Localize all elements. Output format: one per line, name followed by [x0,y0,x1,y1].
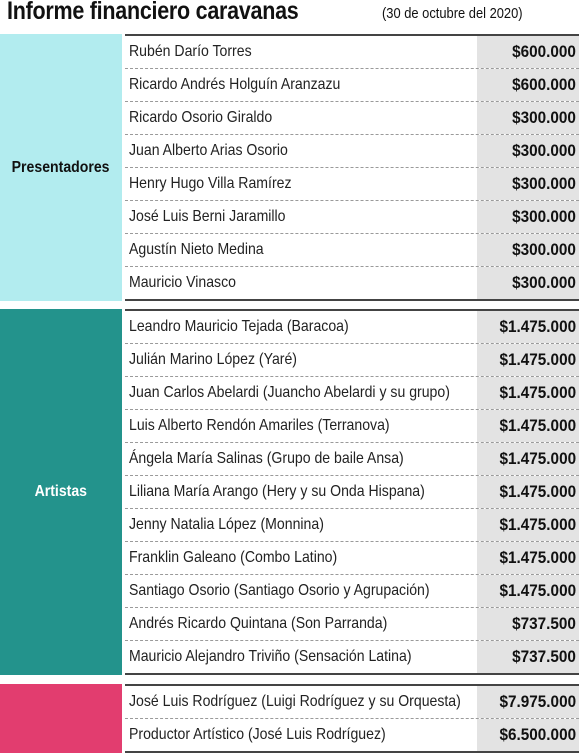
row-name: Andrés Ricardo Quintana (Son Parranda) [129,615,388,632]
row-amount-cell [477,443,579,475]
row-amount: $300.000 [512,141,576,160]
row-amount-cell [477,476,579,508]
row-amount-cell [477,344,579,376]
row-amount: $1.475.000 [499,515,576,534]
row-name: Luis Alberto Rendón Amariles (Terranova) [129,417,390,434]
category-label: Presentadores [12,158,110,176]
row-amount: $737.500 [512,647,576,666]
row-amount: $1.475.000 [499,482,576,501]
row-amount-cell [477,641,579,673]
row-amount: $300.000 [512,174,576,193]
table-row [125,267,579,301]
table-row [125,476,579,509]
row-name: Mauricio Alejandro Triviño (Sensación Latina) [129,648,412,665]
table-row [125,575,579,608]
row-amount-cell [477,542,579,574]
row-name: Jenny Natalia López (Monnina) [129,516,324,533]
row-amount: $300.000 [512,108,576,127]
row-name: Liliana María Arango (Hery y su Onda Hispana) [129,483,425,500]
report-header [0,0,579,32]
table-row [125,69,579,102]
category-cell [0,34,122,301]
row-name: Ricardo Andrés Holguín Aranzazu [129,76,341,93]
row-name: Ángela María Salinas (Grupo de baile Ansa) [129,450,404,467]
table-row [125,36,579,69]
row-amount-cell [477,377,579,409]
section-artistas [0,309,579,675]
category-cell [0,309,122,675]
table-row [125,168,579,201]
table-row [125,509,579,542]
table-row [125,641,579,675]
row-amount-cell [477,311,579,343]
row-amount: $1.475.000 [499,581,576,600]
report-title: Informe financiero caravanas [7,0,299,25]
row-name: Mauricio Vinasco [129,274,236,291]
row-name: Santiago Osorio (Santiago Osorio y Agrupación) [129,582,430,599]
row-amount: $1.475.000 [499,317,576,336]
row-amount-cell [477,509,579,541]
row-name: Rubén Darío Torres [129,43,252,60]
row-amount-cell [477,201,579,233]
section-presentadores [0,34,579,301]
table-row [125,344,579,377]
row-name: Julián Marino López (Yaré) [129,351,297,368]
table-row [125,135,579,168]
row-amount-cell [477,102,579,134]
table-row [125,686,579,719]
table-row [125,234,579,267]
row-amount: $1.475.000 [499,449,576,468]
row-name: Franklin Galeano (Combo Latino) [129,549,338,566]
table-row [125,410,579,443]
row-amount: $300.000 [512,273,576,292]
rows-column [125,309,579,675]
table-row [125,542,579,575]
row-amount: $1.475.000 [499,548,576,567]
row-name: Agustín Nieto Medina [129,241,264,258]
row-amount: $1.475.000 [499,350,576,369]
row-name: Juan Carlos Abelardi (Juancho Abelardi y su grupo) [129,384,450,401]
table-row [125,102,579,135]
row-amount: $300.000 [512,207,576,226]
row-amount-cell [477,267,579,299]
row-amount-cell [477,234,579,266]
row-amount-cell [477,69,579,101]
row-amount: $600.000 [512,75,576,94]
row-name: Ricardo Osorio Giraldo [129,109,273,126]
row-amount-cell [477,719,579,751]
row-name: Leandro Mauricio Tejada (Baracoa) [129,318,349,335]
row-amount: $6.500.000 [499,725,576,744]
category-label: Artistas [34,483,88,500]
row-name: José Luis Berni Jaramillo [129,208,286,225]
row-amount-cell [477,168,579,200]
table-row [125,443,579,476]
row-amount-cell [477,135,579,167]
row-amount: $1.475.000 [499,383,576,402]
row-amount: $737.500 [512,614,576,633]
row-amount: $7.975.000 [499,692,576,711]
row-amount-cell [477,608,579,640]
row-amount: $300.000 [512,240,576,259]
row-name: Henry Hugo Villa Ramírez [129,175,292,192]
row-amount: $600.000 [512,42,576,61]
rows-column [125,684,579,753]
row-amount-cell [477,410,579,442]
table-row [125,311,579,344]
row-amount-cell [477,36,579,68]
rows-column [125,34,579,301]
row-amount: $1.475.000 [499,416,576,435]
table-row [125,608,579,641]
row-name: José Luis Rodríguez (Luigi Rodríguez y su Orquesta) [129,693,461,710]
section-other [0,684,579,753]
report-date: (30 de octubre del 2020) [382,5,523,22]
row-name: Productor Artístico (José Luis Rodríguez) [129,726,386,743]
category-cell [0,684,122,753]
table-row [125,719,579,753]
row-name: Juan Alberto Arias Osorio [129,142,288,159]
table-row [125,377,579,410]
table-row [125,201,579,234]
row-amount-cell [477,575,579,607]
row-amount-cell [477,686,579,718]
